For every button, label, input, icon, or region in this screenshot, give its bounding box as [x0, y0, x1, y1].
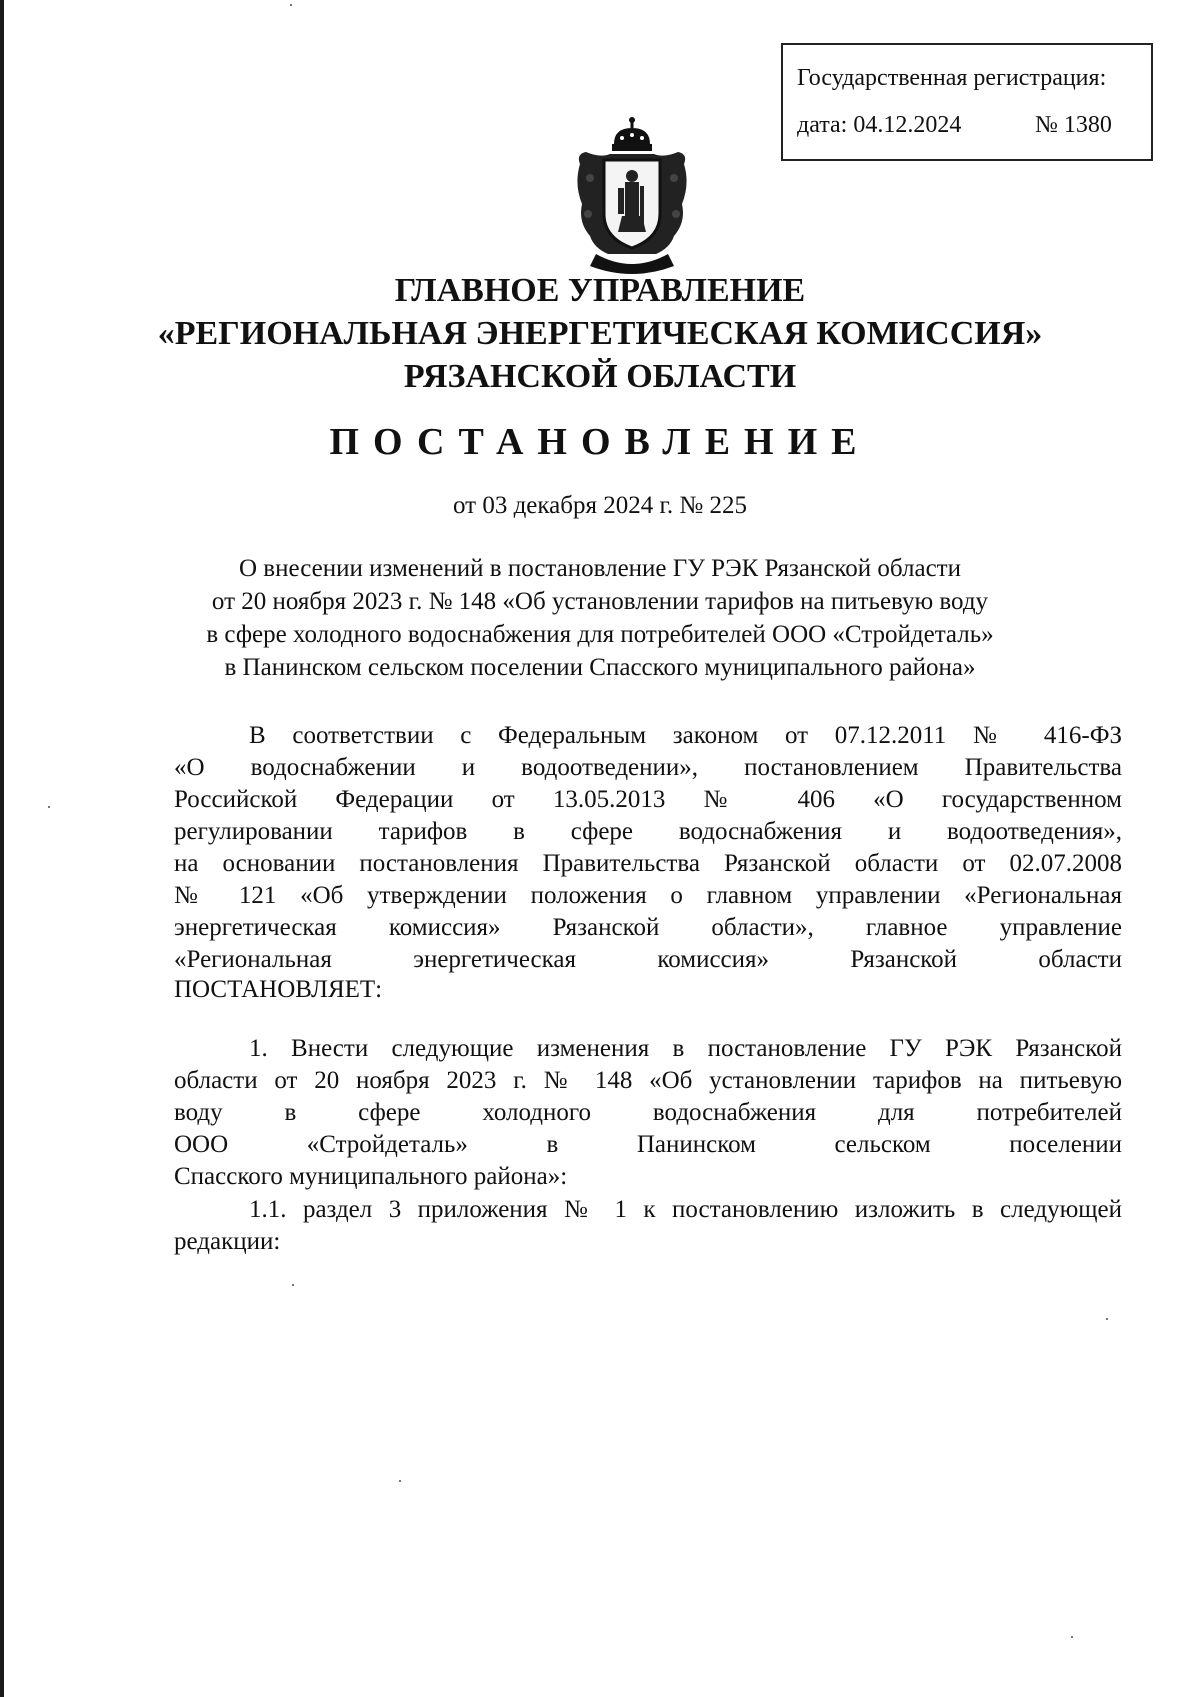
- coat-of-arms-icon: [570, 114, 694, 274]
- scan-left-edge: [0, 0, 4, 1697]
- scan-speck: [48, 806, 50, 808]
- scan-speck: [399, 1480, 401, 1482]
- subject-line: в сфере холодного водоснабжения для потребителей ООО «Стройдеталь»: [206, 621, 994, 648]
- preamble-line: регулировании тарифов в сфере водоснабжения и водоотведения»,: [174, 818, 1122, 845]
- preamble-line: «О водоснабжении и водоотведении», постановлением Правительства: [174, 754, 1122, 781]
- preamble-line: № 121 «Об утверждении положения о главном управлении «Региональная: [174, 882, 1122, 909]
- authority-name-line-1: ГЛАВНОЕ УПРАВЛЕНИЕ: [394, 272, 806, 309]
- subject-line: от 20 ноября 2023 г. № 148 «Об установлении тарифов на питьевую воду: [211, 588, 989, 615]
- registration-date: дата: 04.12.2024: [797, 112, 962, 138]
- item-1-1-line: 1.1. раздел 3 приложения № 1 к постановлению изложить в следующей: [249, 1196, 1122, 1223]
- authority-name-line-3: РЯЗАНСКОЙ ОБЛАСТИ: [403, 358, 797, 395]
- item-1-1-line: редакции:: [174, 1228, 281, 1255]
- preamble-line: энергетическая комиссия» Рязанской области», главное управление: [174, 914, 1122, 941]
- resolves-word: ПОСТАНОВЛЯЕТ:: [174, 976, 383, 1003]
- scan-speck: [290, 4, 292, 6]
- scan-speck: [1106, 1318, 1108, 1320]
- item-1-line: воду в сфере холодного водоснабжения для потребителей: [174, 1099, 1122, 1126]
- registration-number: № 1380: [1035, 112, 1112, 138]
- item-1-line: Спасского муниципального района»:: [174, 1163, 568, 1190]
- document-type-title: ПОСТАНОВЛЕНИЕ: [329, 421, 871, 463]
- item-1-line: области от 20 ноября 2023 г. № 148 «Об установлении тарифов на питьевую: [174, 1067, 1122, 1094]
- preamble-line: «Региональная энергетическая комиссия» Рязанской области: [174, 946, 1122, 973]
- decree-date-number: от 03 декабря 2024 г. № 225: [452, 492, 748, 519]
- registration-title: Государственная регистрация:: [797, 65, 1107, 91]
- registration-stamp: [781, 43, 1153, 161]
- preamble-line: на основании постановления Правительства Рязанской области от 02.07.2008: [174, 850, 1122, 877]
- preamble-line: В соответствии с Федеральным законом от 07.12.2011 № 416-ФЗ: [249, 722, 1122, 749]
- scan-speck: [1071, 1636, 1073, 1638]
- authority-name-line-2: «РЕГИОНАЛЬНАЯ ЭНЕРГЕТИЧЕСКАЯ КОМИССИЯ»: [157, 315, 1043, 352]
- subject-line: в Панинском сельском поселении Спасского муниципального района»: [224, 654, 976, 681]
- item-1-line: 1. Внести следующие изменения в постановление ГУ РЭК Рязанской: [249, 1035, 1122, 1062]
- preamble-line: Российской Федерации от 13.05.2013 № 406 «О государственном: [174, 786, 1122, 813]
- item-1-line: ООО «Стройдеталь» в Панинском сельском поселении: [174, 1131, 1122, 1158]
- scan-speck: [292, 1284, 294, 1286]
- subject-line: О внесении изменений в постановление ГУ РЭК Рязанской области: [239, 555, 961, 582]
